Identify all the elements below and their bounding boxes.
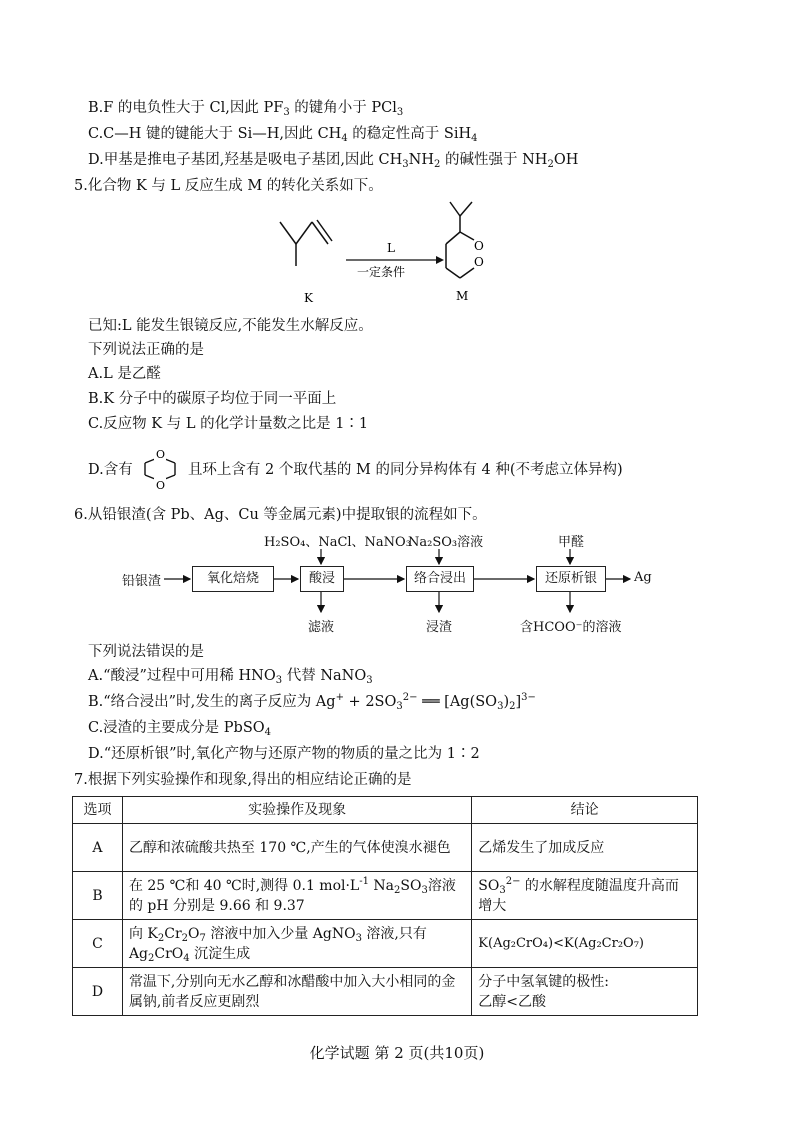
flow-output-filtrate: 滤液 — [308, 620, 335, 635]
page-footer: 化学试题 第 2 页(共10页) — [309, 1044, 485, 1062]
flow-start: 铅银渣 — [122, 574, 162, 589]
row-operation: 在 25 ℃和 40 ℃时,测得 0.1 $mol\cdot L^{-1}$ $Na_2SO_3$溶液的 pH 分别是 9.66 和 9.37 — [122, 872, 471, 920]
q5-option-c: C.反应物 K 与 L 的化学计量数之比是 1∶1 — [88, 416, 369, 432]
table-row — [73, 920, 698, 968]
q5-option-d: D.含有 O O 且环上含有 2 个取代基的 M 的同分异构体有 4 种(不考虑立体异构) — [88, 460, 623, 480]
q6-option-c: C.浸渣的主要成分是 PbSO$_4$ — [88, 720, 272, 738]
q4-option-b: B.F 的电负性大于 Cl,因此 $PF_3$ 的键角小于 PCl$_3$ — [88, 100, 404, 118]
row-operation: 常温下,分别向无水乙醇和冰醋酸中加入大小相同的金属钠,前者反应更剧烈 — [122, 968, 471, 1016]
q6-option-d: D.“还原析银”时,氧化产物与还原产物的物质的量之比为 1∶2 — [88, 746, 480, 762]
header-conclusion: 结论 — [472, 797, 698, 824]
q4-option-c: C.C—H 键的键能大于 Si—H,因此 $CH_4$ 的稳定性高于 SiH$_4$ — [88, 126, 478, 144]
q7-experiment-table — [72, 796, 698, 1016]
table-header-row — [73, 797, 698, 824]
q5-known: 已知:L 能发生银镜反应,不能发生水解反应。 — [88, 318, 373, 334]
flow-step-complex-leach: 络合浸出 — [406, 566, 474, 592]
svg-text:O: O — [156, 448, 166, 461]
q5-option-b: B.K 分子中的碳原子均位于同一平面上 — [88, 391, 337, 407]
q6-ask: 下列说法错误的是 — [88, 644, 204, 660]
row-conclusion: 分子中氢氧键的极性: 乙醇<乙酸 — [472, 968, 698, 1016]
flow-output-residue: 浸渣 — [426, 620, 453, 635]
header-option: 选项 — [73, 797, 123, 824]
flow-output-solution: 含HCOO⁻的溶液 — [520, 620, 622, 635]
table-row — [73, 872, 698, 920]
label-m: M — [456, 289, 469, 303]
q6-option-b: B.“络合浸出”时,发生的离子反应为 $Ag^+ + 2SO_3^{2-}$ ══ $[Ag(SO_3)_2]^{3-}$ — [88, 692, 536, 712]
table-row — [73, 968, 698, 1016]
svg-text:O: O — [156, 479, 166, 491]
flow-reagent-formaldehyde: 甲醛 — [558, 535, 585, 550]
row-option: A — [73, 824, 123, 872]
q4-option-d: D.甲基是推电子基团,羟基是吸电子基团,因此 $CH_3NH_2$ 的碱性强于 $NH_2OH$ — [88, 152, 579, 170]
flow-product: Ag — [634, 570, 652, 585]
q5-stem: 5.化合物 K 与 L 反应生成 M 的转化关系如下。 — [74, 178, 383, 194]
arrow-reagent: L — [387, 241, 395, 255]
row-operation: 乙醇和浓硫酸共热至 170 ℃,产生的气体使溴水褪色 — [122, 824, 471, 872]
oxygen-atom: O — [474, 239, 484, 253]
table-row — [73, 824, 698, 872]
row-conclusion: $SO_3^{2-}$ 的水解程度随温度升高而增大 — [472, 872, 698, 920]
label-k: K — [304, 291, 313, 305]
flow-reagent-acid: H₂SO₄、NaCl、NaNO₃ — [264, 535, 411, 550]
flow-reagent-sulfite: Na₂SO₃溶液 — [408, 535, 484, 550]
arrow-condition: 一定条件 — [357, 265, 406, 279]
q5-ask: 下列说法正确的是 — [88, 342, 204, 358]
q6-stem: 6.从铅银渣(含 Pb、Ag、Cu 等金属元素)中提取银的流程如下。 — [74, 507, 487, 523]
flow-step-oxidation: 氧化焙烧 — [192, 566, 274, 592]
row-conclusion: 乙烯发生了加成反应 — [472, 824, 698, 872]
row-option: D — [73, 968, 123, 1016]
oxygen-atom: O — [474, 255, 484, 269]
row-conclusion: K(Ag₂CrO₄)<K(Ag₂Cr₂O₇) — [472, 920, 698, 968]
q7-stem: 7.根据下列实验操作和现象,得出的相应结论正确的是 — [74, 772, 412, 788]
row-operation: 向 $K_2Cr_2O_7$ 溶液中加入少量 AgNO$_3$ 溶液,只有 $Ag_2CrO_4$ 沉淀生成 — [122, 920, 471, 968]
header-operation: 实验操作及现象 — [122, 797, 471, 824]
flow-step-acid-leach: 酸浸 — [300, 566, 344, 592]
flow-step-reduction: 还原析银 — [536, 566, 606, 592]
row-option: C — [73, 920, 123, 968]
row-option: B — [73, 872, 123, 920]
q6-option-a: A.“酸浸”过程中可用稀 $HNO_3$ 代替 NaNO$_3$ — [88, 668, 373, 686]
q5-option-a: A.L 是乙醛 — [88, 366, 161, 382]
